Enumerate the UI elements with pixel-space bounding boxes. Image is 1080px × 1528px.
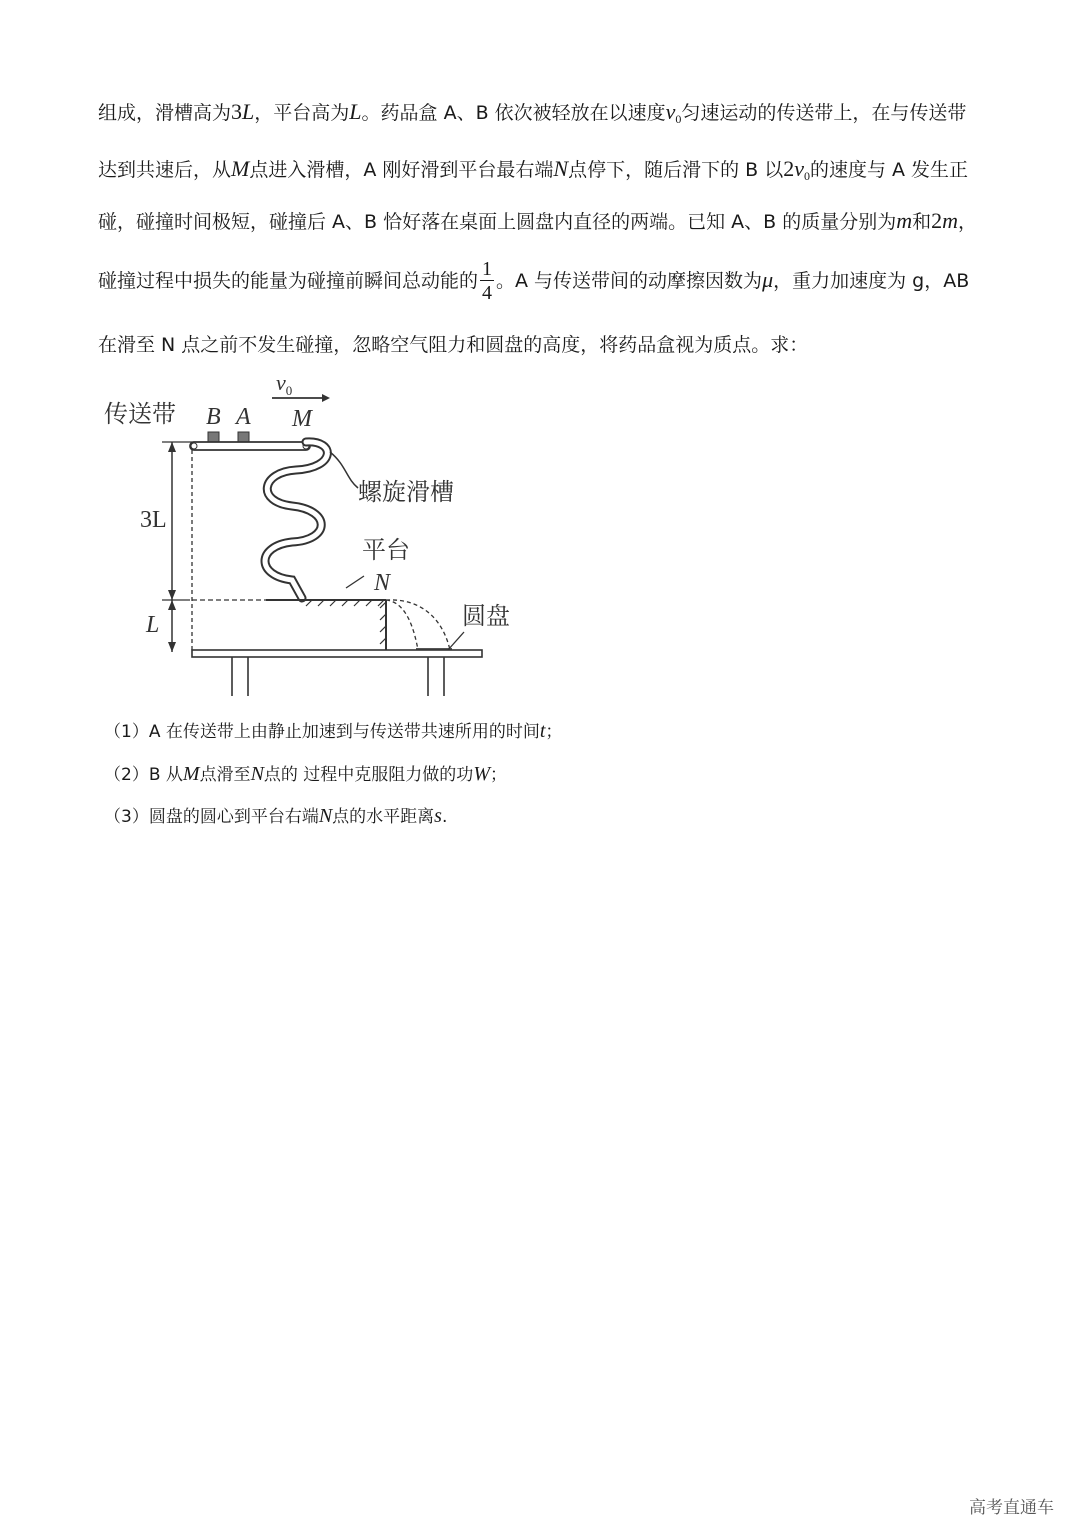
conveyor-belt (190, 442, 310, 450)
disc-label: 圆盘 (462, 602, 510, 630)
question-3: （3）圆盘的圆心到平台右端N点的水平距离s. (104, 805, 448, 827)
upper-height-label: 3L (140, 507, 167, 533)
box-b (208, 432, 219, 442)
point-n-label: N (374, 570, 391, 596)
problem-line-4: 碰撞过程中损失的能量为碰撞前瞬间总动能的 $\frac{1}{4}$ 。A 与传送带间的动摩擦因数为μ，重力加速度为 g，AB (98, 258, 970, 304)
velocity-label: $v_0$ (276, 370, 293, 398)
question-1: （1）A 在传送带上由静止加速到与传送带共速所用的时间t； (104, 720, 563, 742)
problem-line-2: 达到共速后，从M点进入滑槽，A 刚好滑到平台最右端N点停下，随后滑下的 B 以$2v_0$的速度与 A 发生正 (98, 156, 969, 183)
trajectory-b (386, 600, 450, 650)
question-2: （2）B 从M点滑至N点的 过程中克服阻力做的功W； (104, 763, 507, 785)
point-m-label: M (292, 406, 312, 432)
watermark-footer: 高考直通车 (969, 1498, 1054, 1518)
box-a (238, 432, 249, 442)
platform-label: 平台 (362, 536, 410, 564)
problem-line-3: 碰，碰撞时间极短，碰撞后 A、B 恰好落在桌面上圆盘内直径的两端。已知 A、B 的质量分别为m和2m， (98, 208, 978, 233)
conveyor-chute-diagram (96, 370, 516, 700)
arrow-head-icon (322, 394, 330, 402)
trajectory-a (386, 600, 418, 650)
box-b-label: B (206, 404, 221, 430)
velocity-symbol: $v_0$ (665, 99, 682, 126)
fraction: $\frac{1}{4}$ (482, 258, 493, 304)
problem-line-1: 组成，滑槽高为3L，平台高为L。药品盒 A、B 依次被轻放在以速度$v_0$匀速运动的传送带上，在与传送带 (98, 99, 967, 126)
conveyor-label: 传送带 (104, 400, 176, 428)
lower-height-label: L (146, 612, 160, 638)
box-a-label: A (236, 404, 251, 430)
problem-line-5: 在滑至 N 点之前不发生碰撞，忽略空气阻力和圆盘的高度，将药品盒视为质点。求： (98, 334, 809, 356)
table-top (192, 650, 482, 657)
chute-label: 螺旋滑槽 (358, 478, 454, 506)
